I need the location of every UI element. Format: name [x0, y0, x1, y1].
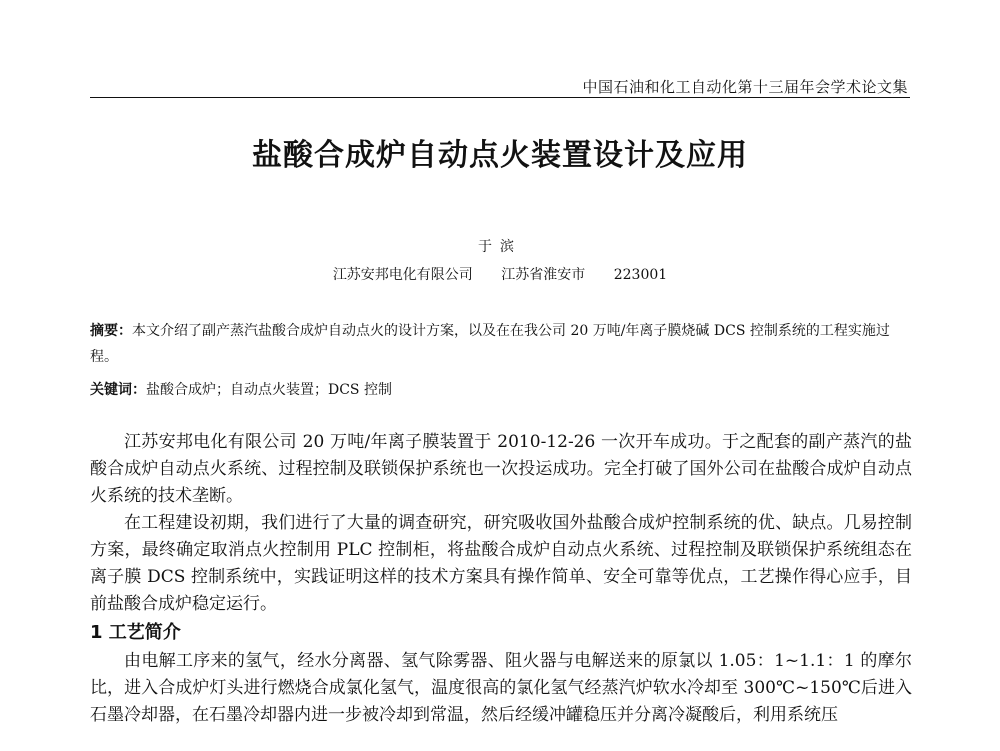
paragraph-process: 由电解工序来的氢气，经水分离器、氢气除雾器、阻火器与电解送来的原氯以 1.05：1~1.1：1 的摩尔比，进入合成炉灯头进行燃烧合成氯化氢气，温度很高的氯化氢气经蒸汽炉软水冷却至 300℃~150℃后进入石墨冷却器，在石墨冷却器内进一步被冷却到常温，然后经缓冲罐稳压并分离冷凝酸后，利用系统压: [90, 651, 912, 725]
affiliation-company: 江苏安邦电化有限公司: [332, 267, 473, 283]
keywords-text: 盐酸合成炉；自动点火装置；DCS 控制: [146, 382, 392, 398]
affiliation-postcode: 223001: [613, 267, 668, 283]
abstract-label: 摘要：: [90, 323, 132, 339]
paragraph-intro: 江苏安邦电化有限公司 20 万吨/年离子膜装置于 2010-12-26 一次开车成功。于之配套的副产蒸汽的盐酸合成炉自动点火系统、过程控制及联锁保护系统也一次投运成功。完全打破了国外公司在盐酸合成炉自动点火系统的技术垄断。: [90, 432, 912, 506]
section-heading: 1 工艺简介: [90, 622, 181, 643]
running-head: 中国石油和化工自动化第十三届年会学术论文集: [582, 78, 908, 96]
keywords: [90, 377, 910, 403]
header-rule: [90, 97, 910, 98]
affiliation: [0, 264, 1000, 284]
paper-title: 盐酸合成炉自动点火装置设计及应用: [252, 138, 748, 173]
abstract: [90, 318, 910, 370]
body-text: [90, 429, 912, 729]
abstract-text: 本文介绍了副产蒸汽盐酸合成炉自动点火的设计方案，以及在在我公司 20 万吨/年离子膜烧碱 DCS 控制系统的工程实施过程。: [90, 323, 890, 365]
author-name: 于滨: [478, 239, 522, 255]
keywords-label: 关键词：: [90, 382, 146, 398]
paragraph-design: 在工程建设初期，我们进行了大量的调查研究，研究吸收国外盐酸合成炉控制系统的优、缺点。几易控制方案，最终确定取消点火控制用 PLC 控制柜，将盐酸合成炉自动点火系统、过程控制及联锁保护系统组态在离子膜 DCS 控制系统中，实践证明这样的技术方案具有操作简单、安全可靠等优点，工艺操作得心应手，目前盐酸合成炉稳定运行。: [90, 513, 912, 614]
affiliation-location: 江苏省淮安市: [501, 267, 586, 283]
